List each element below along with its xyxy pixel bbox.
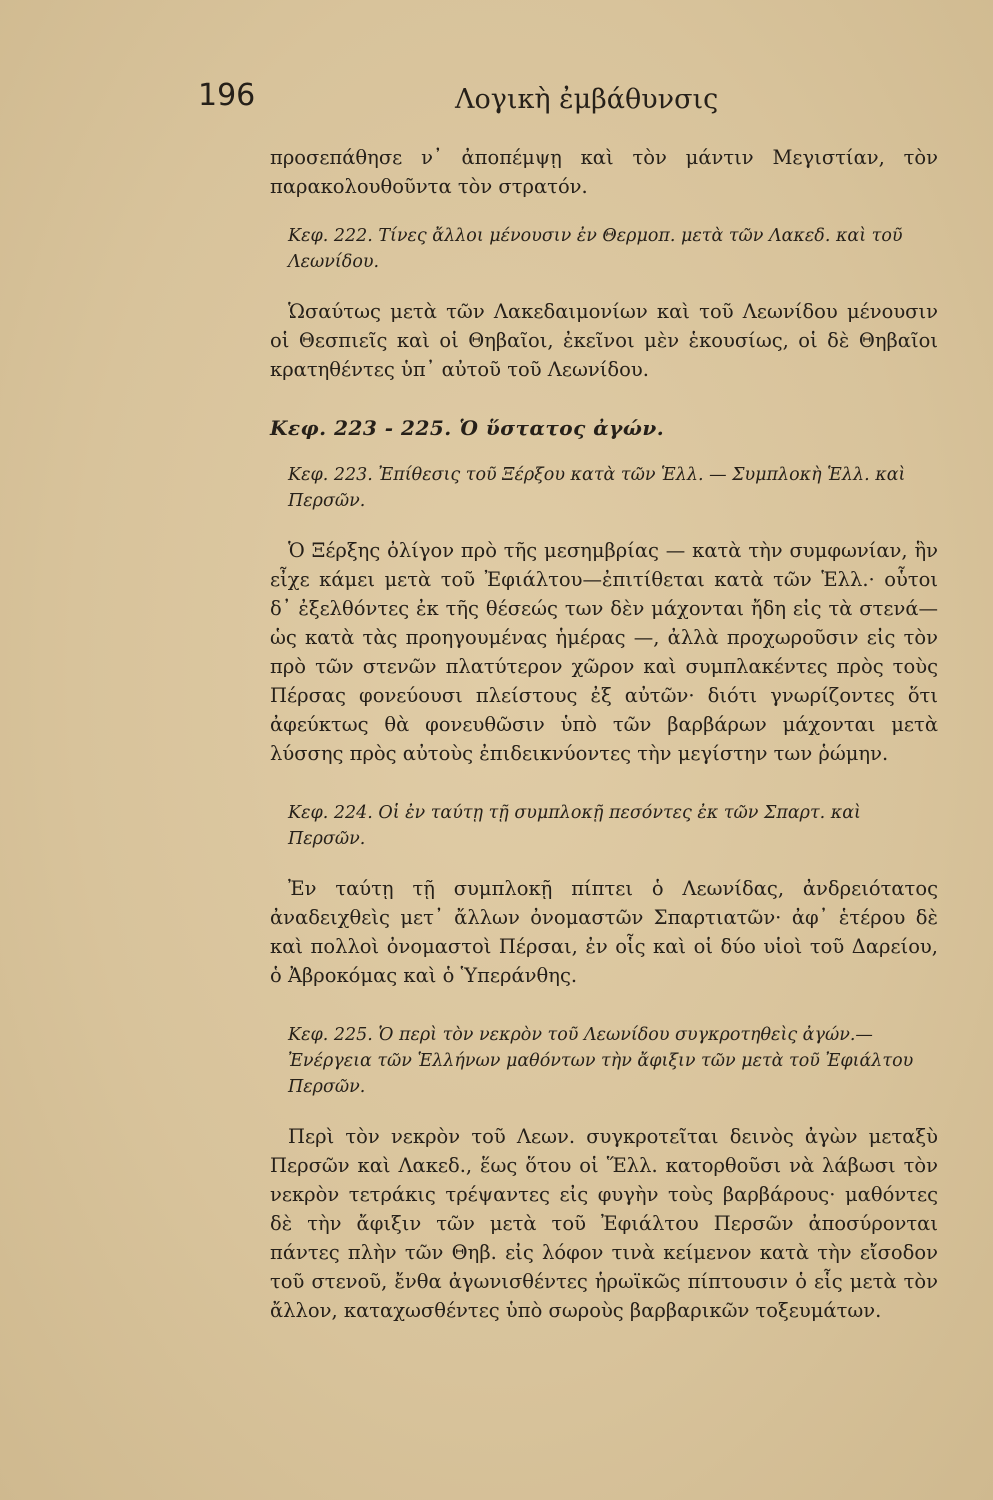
running-title: Λογικὴ ἐμβάθυνσις [455,84,719,115]
page-body [270,143,938,1325]
chapter-heading-224: Κεφ. 224. Οἱ ἐν ταύτῃ τῇ συμπλοκῇ πεσόντες ἐκ τῶν Σπαρτ. καὶ Περσῶν. [288,803,861,849]
paragraph-223: Ὁ Ξέρξης ὀλίγον πρὸ τῆς μεσημβρίας — κατὰ τὴν συμφωνίαν, ἣν εἶχε κάμει μετὰ τοῦ Ἐφιάλτου—ἐπιτίθεται κατὰ τῶν Ἑλλ.· οὗτοι δ᾽ ἐξελθόντες ἐκ τῆς θέσεώς των δὲν μάχονται ἤδη εἰς τὰ στενά— ὡς κατὰ τὰς προηγουμένας ἡμέρας —, ἀλλὰ προχωροῦσιν εἰς τὸν πρὸ τῶν στενῶν πλατύτερον χῶρον καὶ συμπλακέντες πρὸς τοὺς Πέρσας φονεύουσι πλείστους ἐξ αὐτῶν· διότι γνωρίζοντες ὅτι ἀφεύκτως θὰ φονευθῶσιν ὑπὸ τῶν βαρβάρων μάχονται μετὰ λύσσης πρὸς αὐτοὺς ἐπιδεικνύοντες τὴν μεγίστην των ῥώμην. [270,539,938,765]
section-heading-223-225: Κεφ. 223 - 225. Ὁ ὕστατος ἀγών. [270,416,665,440]
paragraph-222: Ὡσαύτως μετὰ τῶν Λακεδαιμονίων καὶ τοῦ Λεωνίδου μένουσιν οἱ Θεσπιεῖς καὶ οἱ Θηβαῖοι, ἐκεῖνοι μὲν ἑκουσίως, οἱ δὲ Θηβαῖοι κρατηθέντες ὑπ᾽ αὐτοῦ τοῦ Λεωνίδου. [270,300,938,381]
page-number: 196 [198,78,256,113]
chapter-heading-223: Κεφ. 223. Ἐπίθεσις τοῦ Ξέρξου κατὰ τῶν Ἑλλ. — Συμπλοκὴ Ἑλλ. καὶ Περσῶν. [288,465,906,511]
paragraph-continuation: προσεπάθησε ν᾽ ἀποπέμψῃ καὶ τὸν μάντιν Μεγιστίαν, τὸν παρακολουθοῦντα τὸν στρατόν. [270,146,938,198]
paragraph-225: Περὶ τὸν νεκρὸν τοῦ Λεων. συγκροτεῖται δεινὸς ἀγὼν μεταξὺ Περσῶν καὶ Λακεδ., ἕως ὅτου οἱ Ἕλλ. κατορθοῦσι νὰ λάβωσι τὸν νεκρὸν τετράκις τρέψαντες εἰς φυγὴν τοὺς βαρβάρους· μαθόντες δὲ τὴν ἄφιξιν τῶν μετὰ τοῦ Ἐφιάλτου Περσῶν ἀποσύρονται πάντες πλὴν τῶν Θηβ. εἰς λόφον τινὰ κείμενον κατὰ τὴν εἴσοδον τοῦ στενοῦ, ἔνθα ἀγωνισθέντες ἡρωϊκῶς πίπτουσιν ὁ εἷς μετὰ τὸν ἄλλον, καταχωσθέντες ὑπὸ σωροὺς βαρβαρικῶν τοξευμάτων. [270,1125,938,1322]
page-header [0,78,993,126]
paragraph-224: Ἐν ταύτῃ τῇ συμπλοκῇ πίπτει ὁ Λεωνίδας, ἀνδρειότατος ἀναδειχθεὶς μετ᾽ ἄλλων ὀνομαστῶν Σπαρτιατῶν· ἀφ᾽ ἑτέρου δὲ καὶ πολλοὶ ὀνομαστοὶ Πέρσαι, ἐν οἷς καὶ οἱ δύο υἱοὶ τοῦ Δαρείου, ὁ Ἀβροκόμας καὶ ὁ Ὑπεράνθης. [270,877,938,987]
chapter-heading-222: Κεφ. 222. Τίνες ἄλλοι μένουσιν ἐν Θερμοπ. μετὰ τῶν Λακεδ. καὶ τοῦ Λεωνίδου. [288,226,903,272]
chapter-heading-225: Κεφ. 225. Ὁ περὶ τὸν νεκρὸν τοῦ Λεωνίδου συγκροτηθεὶς ἀγών.— Ἐνέργεια τῶν Ἑλλήνων μαθόντων τὴν ἄφιξιν τῶν μετὰ τοῦ Ἐφιάλτου Περσῶν. [288,1025,914,1097]
